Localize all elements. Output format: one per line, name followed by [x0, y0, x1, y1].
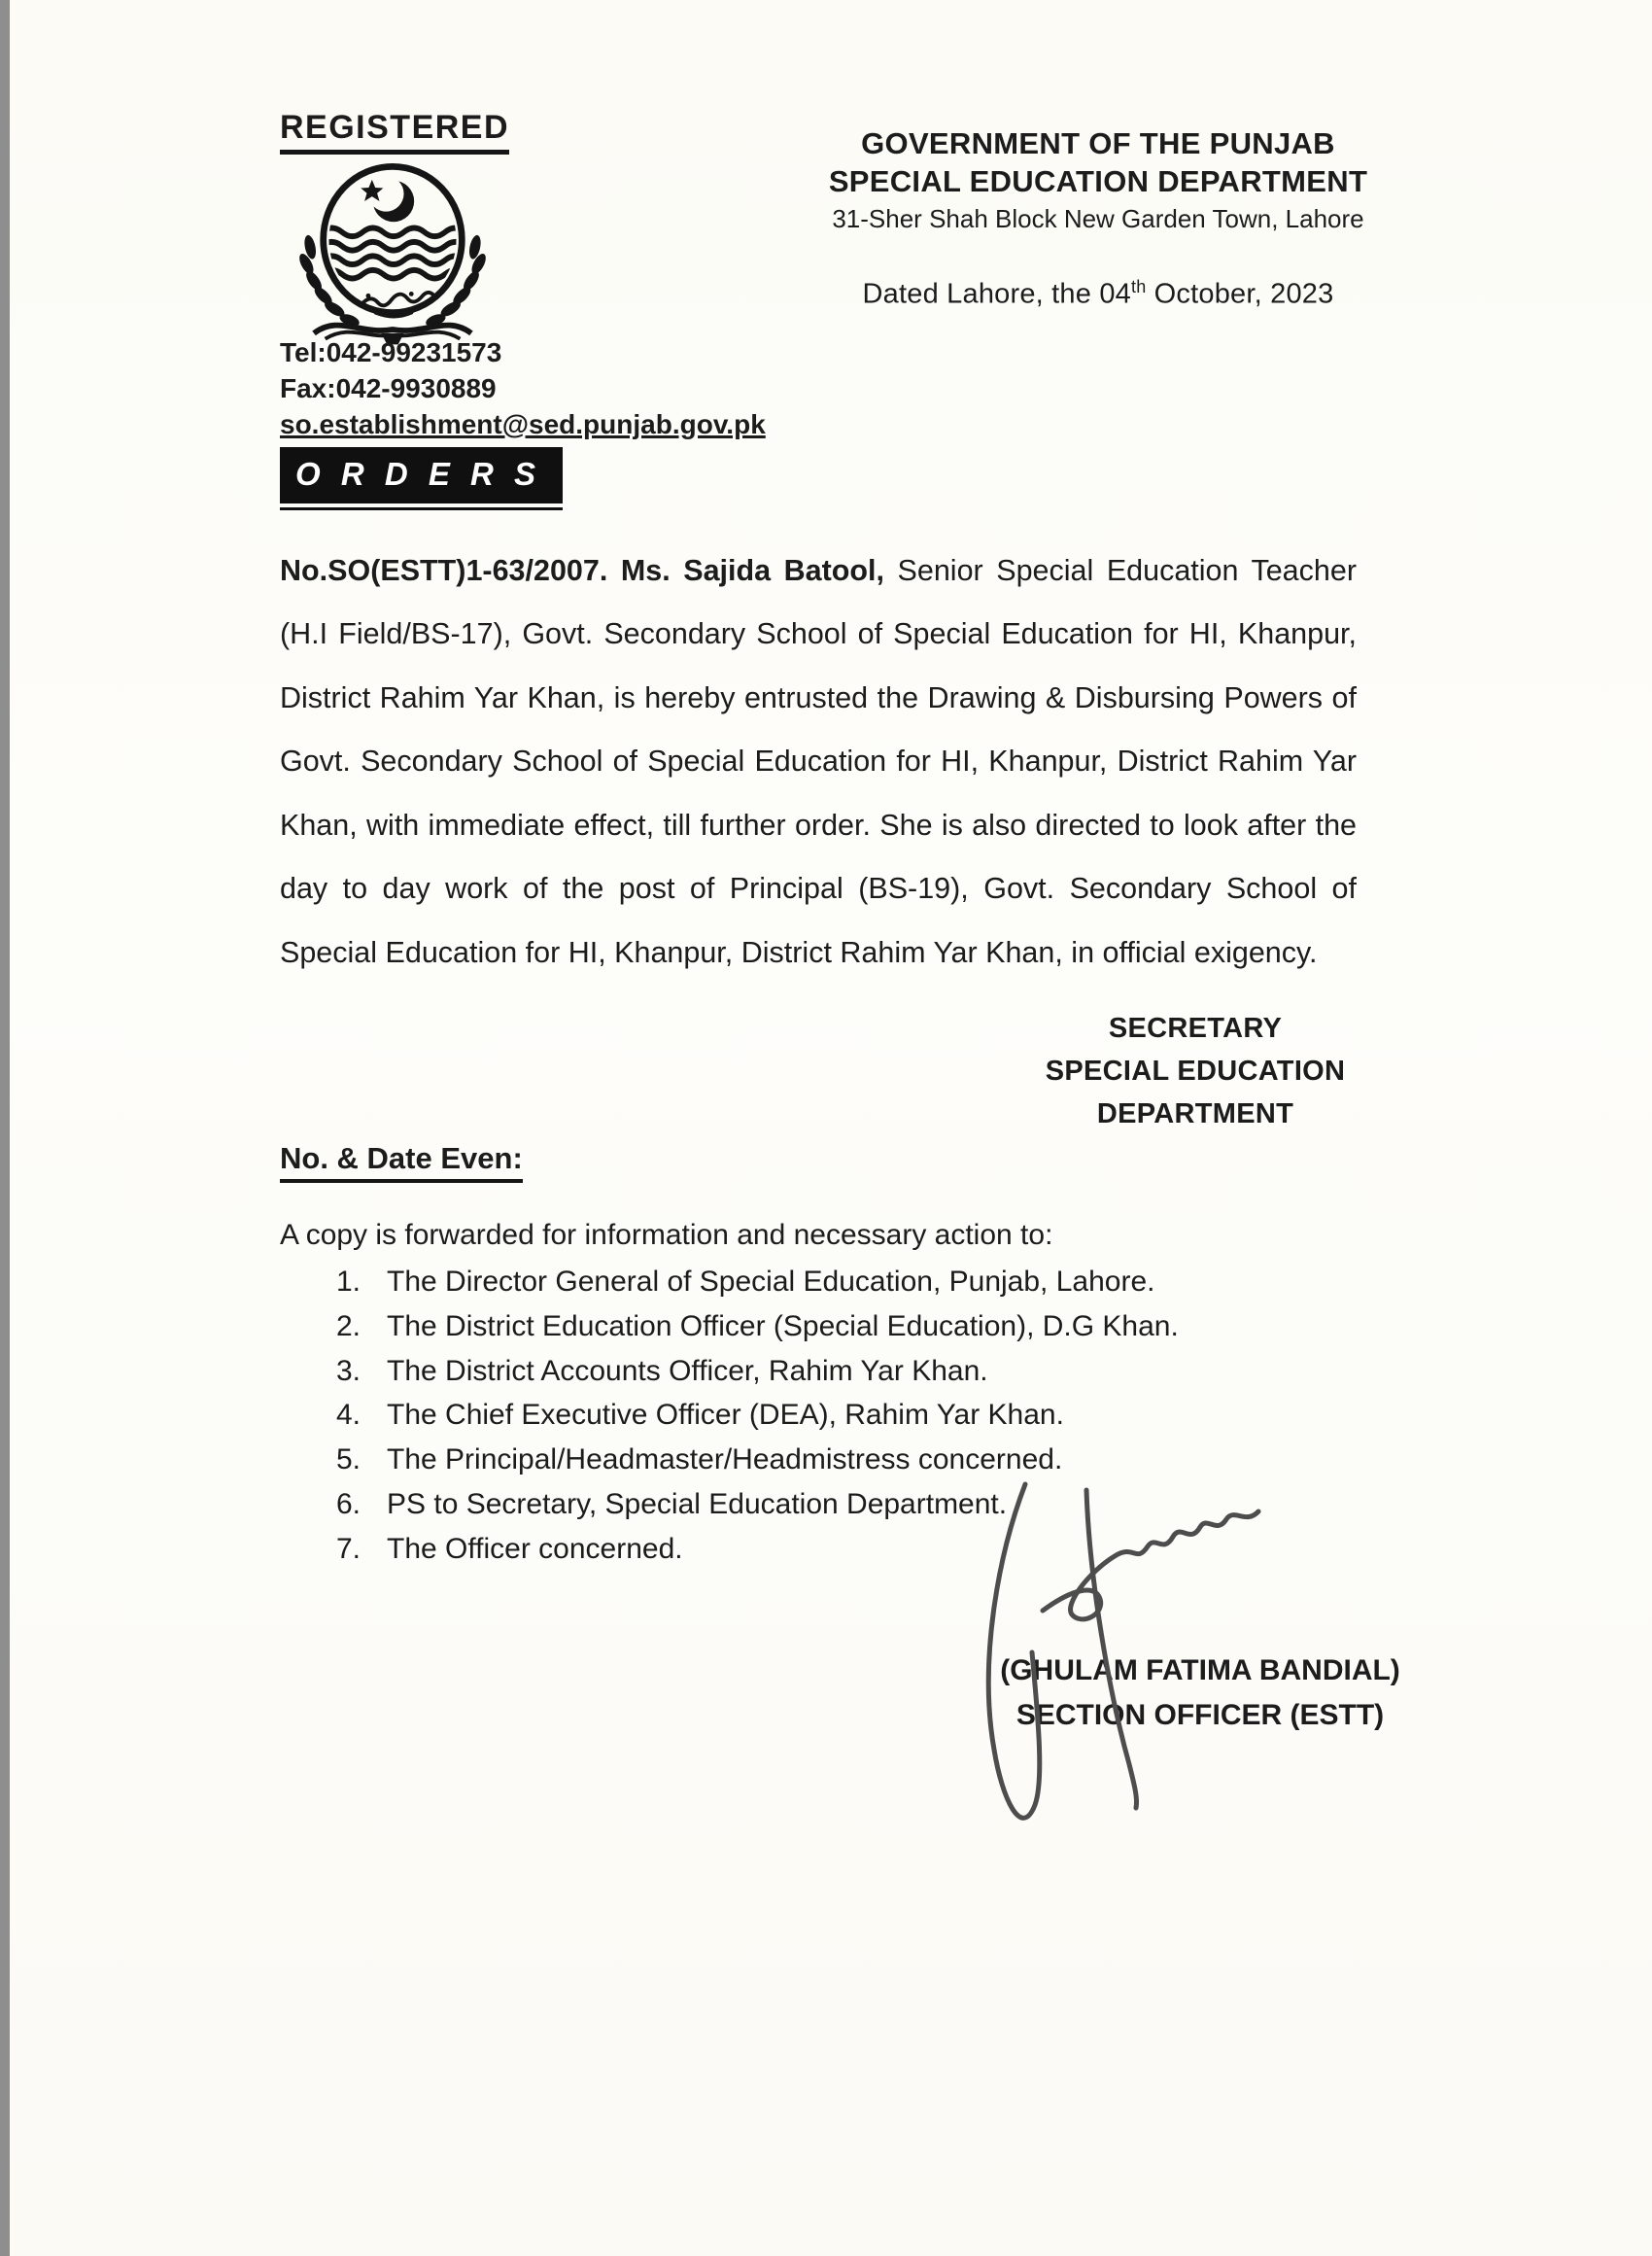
no-date-even-label: No. & Date Even:	[280, 1141, 523, 1183]
list-item-number: 6.	[336, 1487, 361, 1520]
list-item-text: The Officer concerned.	[387, 1532, 683, 1565]
orders-heading-label: O R D E R S	[280, 447, 563, 503]
date-suffix: October, 2023	[1146, 278, 1334, 310]
officer-title: SECTION OFFICER (ESTT)	[1015, 1699, 1385, 1731]
list-item-number: 5.	[336, 1443, 361, 1476]
order-paragraph	[280, 539, 1357, 986]
signatory-line-3: DEPARTMENT	[1096, 1098, 1294, 1129]
list-item-text: The Chief Executive Officer (DEA), Rahim Yar Khan.	[387, 1399, 1064, 1432]
distribution-intro: A copy is forwarded for information and necessary action to:	[280, 1219, 1053, 1251]
order-reference-number: No.SO(ESTT)1-63/2007. Ms. Sajida Batool,	[280, 553, 884, 587]
date-line	[787, 277, 1409, 311]
distribution-list	[336, 1260, 1179, 1572]
list-item	[336, 1304, 1179, 1349]
list-item-text: The Principal/Headmaster/Headmistress concerned.	[387, 1443, 1063, 1476]
orders-heading	[280, 447, 563, 510]
list-item-text: The District Accounts Officer, Rahim Yar Khan.	[387, 1354, 988, 1387]
signatory-designation-block	[1040, 1007, 1351, 1135]
scan-edge-strip	[0, 0, 10, 2256]
government-title: GOVERNMENT OF THE PUNJAB	[861, 126, 1335, 160]
department-address: 31-Sher Shah Block New Garden Town, Lahore	[832, 204, 1364, 233]
list-item-number: 7.	[336, 1532, 361, 1565]
list-item	[336, 1527, 1179, 1572]
officer-name: (GHULAM FATIMA BANDIAL)	[1000, 1654, 1400, 1686]
letterhead	[787, 124, 1409, 311]
list-item-text: The District Education Officer (Special Education), D.G Khan.	[387, 1309, 1179, 1342]
signatory-line-2: SPECIAL EDUCATION	[1045, 1056, 1346, 1087]
email-address: so.establishment@sed.punjab.gov.pk	[280, 409, 766, 439]
list-item-text: The Director General of Special Education, Punjab, Lahore.	[387, 1266, 1155, 1298]
contact-block	[280, 334, 766, 442]
list-item	[336, 1260, 1179, 1304]
telephone-number: Tel:042-99231573	[280, 337, 502, 367]
list-item	[336, 1438, 1179, 1482]
department-title: SPECIAL EDUCATION DEPARTMENT	[828, 164, 1368, 198]
date-prefix: Dated Lahore, the 04	[862, 278, 1131, 310]
list-item-number: 2.	[336, 1309, 361, 1342]
signatory-line-1: SECRETARY	[1108, 1013, 1283, 1044]
list-item	[336, 1393, 1179, 1438]
list-item	[336, 1482, 1179, 1527]
list-item-number: 4.	[336, 1399, 361, 1432]
registered-label: REGISTERED	[280, 109, 509, 155]
list-item	[336, 1349, 1179, 1394]
list-item-text: PS to Secretary, Special Education Department.	[387, 1487, 1008, 1520]
date-ordinal-suffix: th	[1131, 277, 1147, 296]
officer-name-block	[981, 1649, 1419, 1738]
punjab-government-crest-icon	[268, 150, 517, 356]
order-paragraph-text: Senior Special Education Teacher (H.I Field/BS-17), Govt. Secondary School of Special Education for HI, Khanpur, District Rahim Yar Khan, is hereby entrusted the Drawing & Disbursing Powers of Govt. Secondary School of Special Education for HI, Khanpur, District Rahim Yar Khan, with immediate effect, till further order. She is also directed to look after the day to day work of the post of Principal (BS-19), Govt. Secondary School of Special Education for HI, Khanpur, District Rahim Yar Khan, in official exigency.	[280, 553, 1357, 969]
list-item-number: 3.	[336, 1354, 361, 1387]
list-item-number: 1.	[336, 1266, 361, 1298]
fax-number: Fax:042-9930889	[280, 373, 497, 403]
